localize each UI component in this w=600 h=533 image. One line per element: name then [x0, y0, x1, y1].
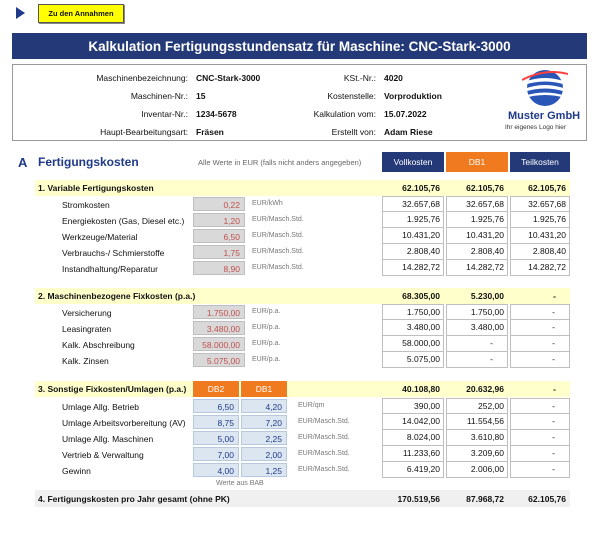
cost-item-label: Versicherung	[62, 308, 112, 318]
value-cell: 3.480,00	[446, 320, 508, 336]
value-cell: -	[510, 304, 570, 320]
cost-input[interactable]: 58.000,00	[193, 337, 245, 351]
cost-input[interactable]: 5.075,00	[193, 353, 245, 367]
value-cell: 11.233,60	[382, 446, 444, 462]
value-cell: -	[510, 352, 570, 368]
value-cell: 14.042,00	[382, 414, 444, 430]
value-cell: 14.282,72	[446, 260, 508, 276]
cost-item-label: Umlage Allg. Betrieb	[62, 402, 140, 412]
unit-label: EUR/p.a.	[252, 356, 281, 363]
db2-input[interactable]: 8,75	[193, 415, 239, 429]
info-label: Erstellt von:	[331, 127, 376, 137]
info-value: 4020	[384, 73, 403, 83]
db2-input[interactable]: 6,50	[193, 399, 239, 413]
group-total: -	[553, 291, 556, 301]
cost-item-label: Umlage Arbeitsvorbereitung (AV)	[62, 418, 186, 428]
grand-total-value: 87.968,72	[466, 494, 504, 504]
info-label: KSt.-Nr.:	[343, 73, 376, 83]
unit-label: EUR/Masch.Std.	[298, 450, 350, 457]
unit-label: EUR/qm	[298, 402, 325, 409]
value-cell: 3.610,80	[446, 430, 508, 446]
cost-item-label: Energiekosten (Gas, Diesel etc.)	[62, 216, 185, 226]
info-label: Maschinen-Nr.:	[130, 91, 188, 101]
db2-input[interactable]: 7,00	[193, 447, 239, 461]
value-cell: 1.925,76	[510, 212, 570, 228]
column-header-vollkosten: Vollkosten	[382, 152, 444, 172]
info-value: 15	[196, 91, 206, 101]
value-cell: -	[510, 430, 570, 446]
value-cell: 2.808,40	[510, 244, 570, 260]
value-cell: 10.431,20	[446, 228, 508, 244]
column-header-teilkosten: Teilkosten	[510, 152, 570, 172]
value-cell: -	[446, 352, 508, 368]
unit-label: EUR/kWh	[252, 200, 283, 207]
info-value: 1234-5678	[196, 109, 237, 119]
grand-total-value: 170.519,56	[397, 494, 440, 504]
company-logo-subtitle: Ihr eigenes Logo hier	[505, 124, 567, 131]
info-label: Maschinenbezeichnung:	[96, 73, 188, 83]
info-value: Adam Riese	[384, 127, 433, 137]
value-cell: 14.282,72	[510, 260, 570, 276]
db1-tag: DB1	[241, 381, 287, 397]
bab-footnote: Werte aus BAB	[216, 480, 264, 487]
company-logo-icon	[522, 68, 568, 108]
cost-input[interactable]: 1,75	[193, 245, 245, 259]
value-cell: 5.075,00	[382, 352, 444, 368]
unit-label: EUR/p.a.	[252, 340, 281, 347]
value-cell: 10.431,20	[382, 228, 444, 244]
value-cell: 1.925,76	[382, 212, 444, 228]
value-cell: -	[510, 446, 570, 462]
value-cell: -	[510, 336, 570, 352]
value-cell: 2.808,40	[382, 244, 444, 260]
cost-item-label: Gewinn	[62, 466, 91, 476]
group-total: 62.105,76	[402, 183, 440, 193]
info-label: Kalkulation vom:	[313, 109, 376, 119]
db1-input[interactable]: 1,25	[241, 463, 287, 477]
db1-input[interactable]: 7,20	[241, 415, 287, 429]
column-header-db1: DB1	[446, 152, 508, 172]
cost-input[interactable]: 3.480,00	[193, 321, 245, 335]
cost-item-label: Stromkosten	[62, 200, 110, 210]
cost-item-label: Verbrauchs-/ Schmierstoffe	[62, 248, 165, 258]
value-cell: 11.554,56	[446, 414, 508, 430]
cost-item-label: Kalk. Zinsen	[62, 356, 109, 366]
section-letter: A	[18, 155, 28, 170]
value-cell: -	[446, 336, 508, 352]
group-total: 62.105,76	[466, 183, 504, 193]
cost-input[interactable]: 1,20	[193, 213, 245, 227]
unit-label: EUR/p.a.	[252, 324, 281, 331]
value-cell: 3.480,00	[382, 320, 444, 336]
cost-input[interactable]: 6,50	[193, 229, 245, 243]
group-total: 5.230,00	[470, 291, 504, 301]
value-cell: -	[510, 462, 570, 478]
info-label: Inventar-Nr.:	[141, 109, 188, 119]
db2-input[interactable]: 5,00	[193, 431, 239, 445]
currency-note: Alle Werte in EUR (falls nicht anders angegeben)	[198, 158, 362, 167]
unit-label: EUR/Masch.Std.	[252, 264, 304, 271]
back-to-assumptions-button[interactable]: Zu den Annahmen	[38, 4, 124, 23]
group-title: 2. Maschinenbezogene Fixkosten (p.a.)	[38, 291, 196, 301]
value-cell: 10.431,20	[510, 228, 570, 244]
group-title: 1. Variable Fertigungskosten	[38, 183, 154, 193]
value-cell: 32.657,68	[446, 196, 508, 212]
cost-item-label: Umlage Allg. Maschinen	[62, 434, 154, 444]
value-cell: 252,00	[446, 398, 508, 414]
group-total: -	[553, 384, 556, 394]
db1-input[interactable]: 2,00	[241, 447, 287, 461]
value-cell: -	[510, 414, 570, 430]
info-value: Vorproduktion	[384, 91, 442, 101]
value-cell: 32.657,68	[382, 196, 444, 212]
grand-total-value: 62.105,76	[528, 494, 566, 504]
cost-item-label: Leasingraten	[62, 324, 112, 334]
info-value: Fräsen	[196, 127, 224, 137]
value-cell: 8.024,00	[382, 430, 444, 446]
value-cell: 1.925,76	[446, 212, 508, 228]
nav-arrow-icon[interactable]	[16, 7, 25, 19]
unit-label: EUR/Masch.Std.	[252, 248, 304, 255]
unit-label: EUR/p.a.	[252, 308, 281, 315]
db1-input[interactable]: 4,20	[241, 399, 287, 413]
cost-item-label: Kalk. Abschreibung	[62, 340, 135, 350]
grand-total-title: 4. Fertigungskosten pro Jahr gesamt (ohne PK)	[38, 494, 230, 504]
unit-label: EUR/Masch.Std.	[298, 466, 350, 473]
value-cell: 32.657,68	[510, 196, 570, 212]
cost-input[interactable]: 1.750,00	[193, 305, 245, 319]
value-cell: 6.419,20	[382, 462, 444, 478]
section-title: Fertigungskosten	[38, 155, 139, 169]
info-value: CNC-Stark-3000	[196, 73, 261, 83]
db1-input[interactable]: 2,25	[241, 431, 287, 445]
group-title: 3. Sonstige Fixkosten/Umlagen (p.a.)	[38, 384, 187, 394]
value-cell: -	[510, 320, 570, 336]
group-total: 62.105,76	[528, 183, 566, 193]
cost-item-label: Werkzeuge/Material	[62, 232, 138, 242]
db2-tag: DB2	[193, 381, 239, 397]
unit-label: EUR/Masch.Std.	[298, 434, 350, 441]
cost-item-label: Vertrieb & Verwaltung	[62, 450, 144, 460]
info-value: 15.07.2022	[384, 109, 427, 119]
value-cell: 14.282,72	[382, 260, 444, 276]
unit-label: EUR/Masch.Std.	[252, 232, 304, 239]
cost-input[interactable]: 0,22	[193, 197, 245, 211]
cost-input[interactable]: 8,90	[193, 261, 245, 275]
group-total: 20.632,96	[466, 384, 504, 394]
value-cell: 390,00	[382, 398, 444, 414]
info-label: Haupt-Bearbeitungsart:	[100, 127, 188, 137]
value-cell: 1.750,00	[446, 304, 508, 320]
company-logo-name: Muster GmbH	[508, 110, 581, 122]
value-cell: 58.000,00	[382, 336, 444, 352]
value-cell: 2.808,40	[446, 244, 508, 260]
group-total: 40.108,80	[402, 384, 440, 394]
unit-label: EUR/Masch.Std.	[298, 418, 350, 425]
page-title: Kalkulation Fertigungsstundensatz für Maschine: CNC-Stark-3000	[12, 33, 587, 59]
unit-label: EUR/Masch.Std.	[252, 216, 304, 223]
info-label: Kostenstelle:	[327, 91, 376, 101]
value-cell: 1.750,00	[382, 304, 444, 320]
value-cell: 3.209,60	[446, 446, 508, 462]
db2-input[interactable]: 4,00	[193, 463, 239, 477]
value-cell: -	[510, 398, 570, 414]
value-cell: 2.006,00	[446, 462, 508, 478]
cost-item-label: Instandhaltung/Reparatur	[62, 264, 158, 274]
group-total: 68.305,00	[402, 291, 440, 301]
